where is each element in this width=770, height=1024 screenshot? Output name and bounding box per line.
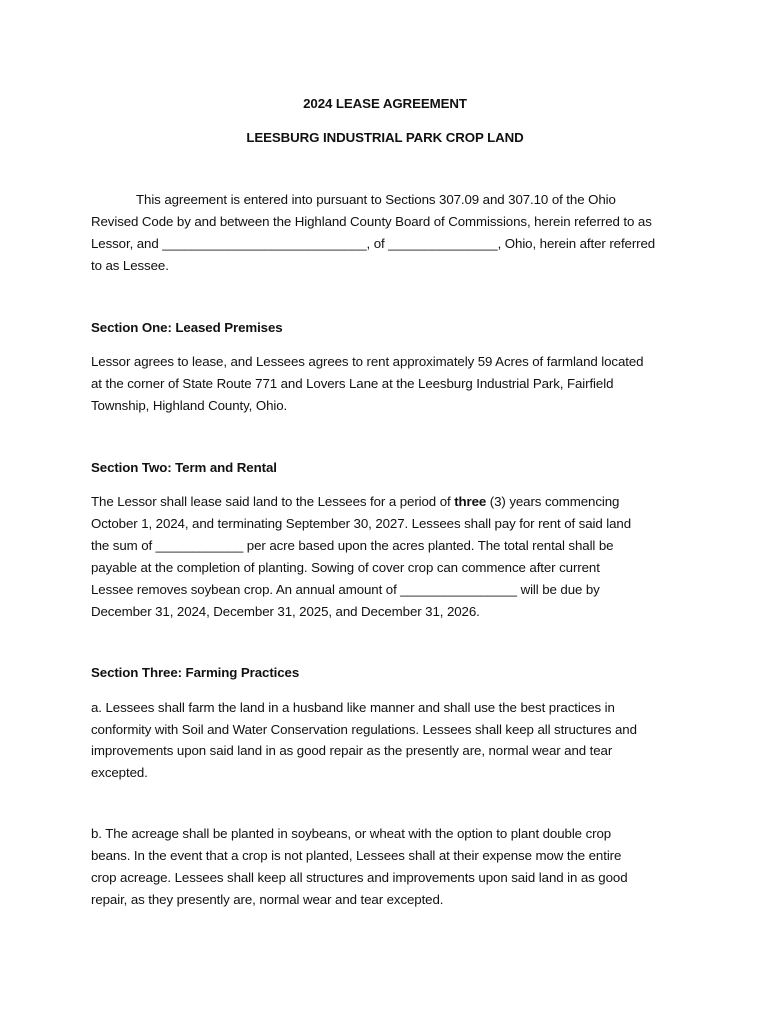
section-three-b-line: beans. In the event that a crop is not planted, Lessees shall at their expense mow the entire [91, 848, 622, 863]
section-three-a-line: conformity with Soil and Water Conservation regulations. Lessees shall keep all structures and [91, 722, 637, 737]
section-one-line: Township, Highland County, Ohio. [91, 398, 288, 413]
intro-line: Revised Code by and between the Highland County Board of Commissions, herein referred to as [91, 214, 652, 229]
section-three-a-line: excepted. [91, 765, 148, 780]
section-two-line: Lessee removes soybean crop. An annual amount of ________________ will be due by [91, 582, 600, 597]
term-emphasis: three [454, 494, 487, 509]
section-two-line: payable at the completion of planting. Sowing of cover crop can commence after current [91, 560, 600, 575]
section-three-b-line: crop acreage. Lessees shall keep all structures and improvements upon said land in as good [91, 870, 628, 885]
section-three-b-line: repair, as they presently are, normal wear and tear excepted. [91, 892, 444, 907]
section-two-line: October 1, 2024, and terminating September 30, 2027. Lessees shall pay for rent of said land [91, 516, 632, 531]
intro-line: This agreement is entered into pursuant to Sections 307.09 and 307.10 of the Ohio [136, 192, 616, 207]
document-title: 2024 LEASE AGREEMENT [303, 96, 467, 111]
section-three-b-line: b. The acreage shall be planted in soybeans, or wheat with the option to plant double crop [91, 826, 612, 841]
section-one-heading: Section One: Leased Premises [91, 320, 283, 335]
intro-line: Lessor, and ____________________________, of _______________, Ohio, herein after referred [91, 236, 656, 251]
section-two-heading: Section Two: Term and Rental [91, 460, 277, 475]
section-two-line: December 31, 2024, December 31, 2025, and December 31, 2026. [91, 604, 480, 619]
intro-line: to as Lessee. [91, 258, 169, 273]
section-three-a-line: improvements upon said land in as good repair as the presently are, normal wear and tear [91, 743, 613, 758]
section-one-line: at the corner of State Route 771 and Lovers Lane at the Leesburg Industrial Park, Fairfield [91, 376, 614, 391]
section-two-line [91, 494, 619, 510]
section-two-line1-before: The Lessor shall lease said land to the Lessees for a period of [91, 494, 455, 509]
section-three-heading: Section Three: Farming Practices [91, 665, 300, 680]
section-two-line: the sum of ____________ per acre based upon the acres planted. The total rental shall be [91, 538, 614, 553]
section-three-a-line: a. Lessees shall farm the land in a husband like manner and shall use the best practices in [91, 700, 615, 715]
document-subtitle: LEESBURG INDUSTRIAL PARK CROP LAND [246, 130, 524, 145]
section-one-line: Lessor agrees to lease, and Lessees agrees to rent approximately 59 Acres of farmland located [91, 354, 644, 369]
section-two-line1-after: (3) years commencing [486, 494, 620, 509]
